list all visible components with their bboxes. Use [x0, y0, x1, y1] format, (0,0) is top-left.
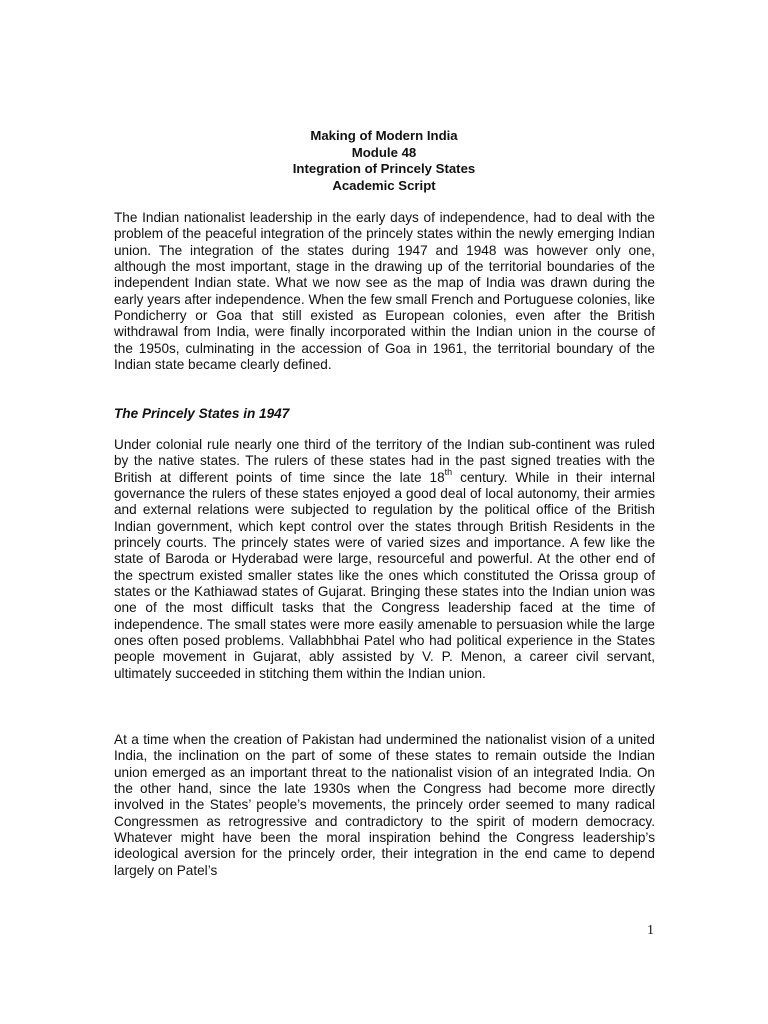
paragraph-pakistan: [114, 732, 655, 879]
paragraph-princely-states: [114, 437, 655, 682]
module-number: Module 48: [351, 144, 417, 160]
paragraph-text: At a time when the creation of Pakistan had undermined the nationalist vision of a united India, the inclination on the part of some of these states to remain outside the Indian union emerged as an important threat to the nationalist vision of an integrated India. On the other hand, since the late 1930s when the Congress had become more directly involved in the States’ people’s movements, the princely order seemed to many radical Congressmen as retrogressive and contradictory to the spirit of modern democracy. Whatever might have been the moral inspiration behind the Congress leadership’s ideological aversion for the princely order, their integration in the end came to depend largely on Patel’s: [114, 732, 655, 878]
course-title: Making of Modern India: [310, 128, 458, 143]
page-number: 1: [647, 923, 654, 938]
paragraph-text-start: Under colonial rule nearly one third of the territory of the Indian sub-continent was ruled by the native states. The rulers of these states had in the past signed treaties with the British at different points of time since the late 18: [114, 437, 655, 485]
superscript-th: th: [444, 467, 453, 478]
paragraph-intro: [114, 210, 655, 373]
section-heading: The Princely States in 1947: [114, 406, 290, 421]
script-label: Academic Script: [332, 177, 436, 193]
paragraph-text: The Indian nationalist leadership in the early days of independence, had to deal with the problem of the peaceful integration of the princely states within the newly emerging Indian union. The integration of the states during 1947 and 1948 was however only one, although the most important, stage in the drawing up of the territorial boundaries of the independent Indian state. What we now see as the map of India was drawn during the early years after independence. When the few small French and Portuguese colonies, like Pondicherry or Goa that still existed as European colonies, even after the British withdrawal from India, were finally incorporated within the Indian union in the course of the 1950s, culminating in the accession of Goa in 1961, the territorial boundary of the Indian state became clearly defined.: [114, 210, 655, 373]
module-title: Integration of Princely States: [292, 161, 476, 177]
document-title: [0, 128, 768, 194]
paragraph-text: [114, 437, 655, 682]
paragraph-text-end: century. While in their internal governance the rulers of these states enjoyed a good deal of local autonomy, their armies and external relations were subjected to regulation by the political office of the British Indian government, which kept control over the states through British Residents in the princely courts. The princely states were of varied sizes and importance. A few like the state of Baroda or Hyderabad were large, resourceful and powerful. At the other end of the spectrum existed smaller states like the ones which constituted the Orissa group of states or the Kathiawad states of Gujarat. Bringing these states into the Indian union was one of the most difficult tasks that the Congress leadership faced at the time of independence. The small states were more easily amenable to persuasion while the large ones often posed problems. Vallabhbhai Patel who had political experience in the States people movement in Gujarat, ably assisted by V. P. Menon, a career civil servant, ultimately succeeded in stitching them within the Indian union.: [114, 469, 655, 681]
